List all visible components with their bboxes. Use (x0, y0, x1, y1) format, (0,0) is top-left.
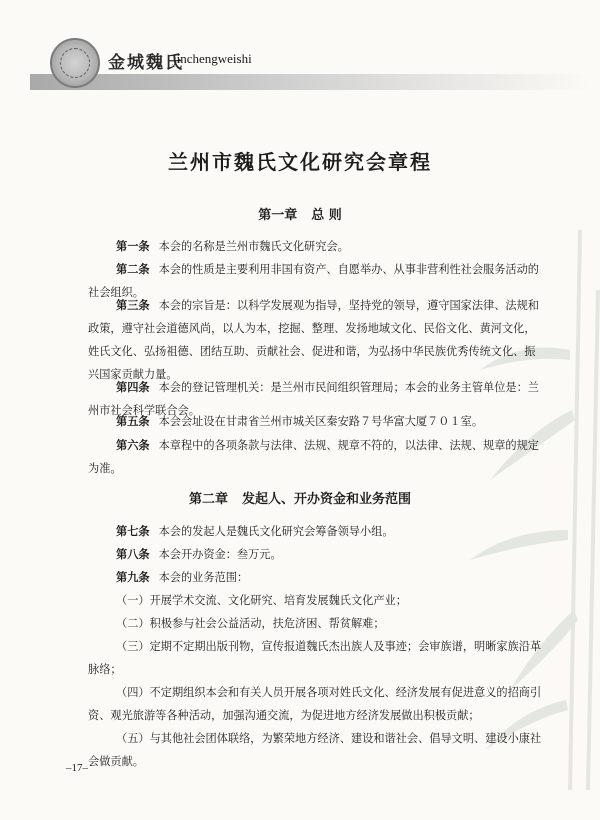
list-item-text: （四）不定期组织本会和有关人员开展各项对姓氏文化、经济发展有促进意义的招商引 (116, 686, 542, 699)
article-text: 本会的业务范围： (158, 571, 249, 584)
chapter-1-name: 总 则 (311, 208, 342, 223)
article-text: 本会会址设在甘肃省兰州市城关区秦安路７号华富大厦７０１室。 (158, 415, 484, 428)
article-text: 本会的名称是兰州市魏氏文化研究会。 (158, 240, 349, 253)
article-7 (88, 520, 514, 543)
article-label: 第五条 (116, 414, 150, 428)
scope-item-4 (88, 681, 542, 727)
article-5 (88, 410, 514, 433)
article-label: 第二条 (116, 262, 150, 276)
list-item-text: 资、观光旅游等各种活动，加强沟通交流，为促进地方经济发展做出积极贡献； (88, 709, 480, 722)
article-text: 本会的性质是主要利用非国有资产、自愿举办、从事非营利性社会服务活动的 (158, 263, 539, 276)
list-item-text: 脉络； (88, 663, 122, 676)
document-title: 兰州市魏氏文化研究会章程 (168, 150, 432, 174)
scope-item-1 (88, 589, 514, 612)
list-item-text: 会做贡献。 (88, 755, 144, 768)
article-6 (88, 434, 539, 480)
article-text: 本会开办资金：叁万元。 (158, 548, 282, 561)
article-3 (88, 294, 539, 386)
article-label: 第四条 (116, 380, 150, 394)
list-item-text: （五）与其他社会团体联络，为繁荣地方经济、建设和谐社会、倡导文明、建设小康社 (116, 732, 542, 745)
article-text: 姓氏文化、弘扬祖德、团结互助、贡献社会、促进和谐，为弘扬中华民族优秀传统文化、振 (88, 345, 536, 358)
page-header (0, 30, 600, 90)
article-1 (88, 235, 514, 258)
article-text: 政策，遵守社会道德风尚，以人为本，挖掘、整理、发扬地域文化、民俗文化、黄河文化， (88, 322, 536, 335)
seal-emblem-icon (50, 38, 100, 88)
article-8 (88, 543, 514, 566)
article-text: 社会组织。 (88, 286, 144, 299)
header-brand-roman: jinchengweishi (173, 51, 252, 66)
article-9 (88, 566, 514, 589)
article-label: 第三条 (116, 298, 150, 312)
article-label: 第六条 (116, 438, 150, 452)
article-text: 为准。 (88, 462, 122, 475)
scope-item-2 (88, 612, 514, 635)
article-text: 本会的宗旨是：以科学发展观为指导，坚持党的领导，遵守国家法律、法规和 (158, 299, 539, 312)
article-text: 兴国家贡献力量。 (88, 368, 178, 381)
chapter-1-heading (0, 204, 600, 223)
list-item-text: （二）积极参与社会公益活动，扶危济困、帮贫解难； (116, 617, 385, 630)
scope-item-5 (88, 727, 542, 773)
list-item-text: （一）开展学术交流、文化研究、培育发展魏氏文化产业； (116, 594, 407, 607)
article-label: 第九条 (116, 570, 150, 584)
article-text: 州市社会科学联合会。 (88, 404, 200, 417)
header-brand: 金城魏氏 (108, 53, 184, 73)
page-number: –17– (66, 762, 88, 774)
chapter-2-heading (0, 488, 600, 507)
chapter-2-name: 发起人、开办资金和业务范围 (242, 492, 412, 507)
scope-item-3 (88, 635, 542, 681)
chapter-2-number: 第二章 (188, 492, 228, 507)
article-label: 第八条 (116, 547, 150, 561)
article-text: 本章程中的各项条款与法律、法规、规章不符的，以法律、法规、规章的规定 (158, 439, 539, 452)
header-bar (30, 74, 590, 90)
article-text: 本会的发起人是魏氏文化研究会筹备领导小组。 (158, 525, 394, 538)
article-text: 本会的登记管理机关：是兰州市民间组织管理局；本会的业务主管单位是：兰 (158, 381, 539, 394)
article-label: 第七条 (116, 524, 150, 538)
list-item-text: （三）定期不定期出版刊物，宣传报道魏氏杰出族人及事迹；会审族谱，明晰家族沿革 (116, 640, 542, 653)
article-label: 第一条 (116, 239, 150, 253)
chapter-1-number: 第一章 (258, 208, 298, 223)
